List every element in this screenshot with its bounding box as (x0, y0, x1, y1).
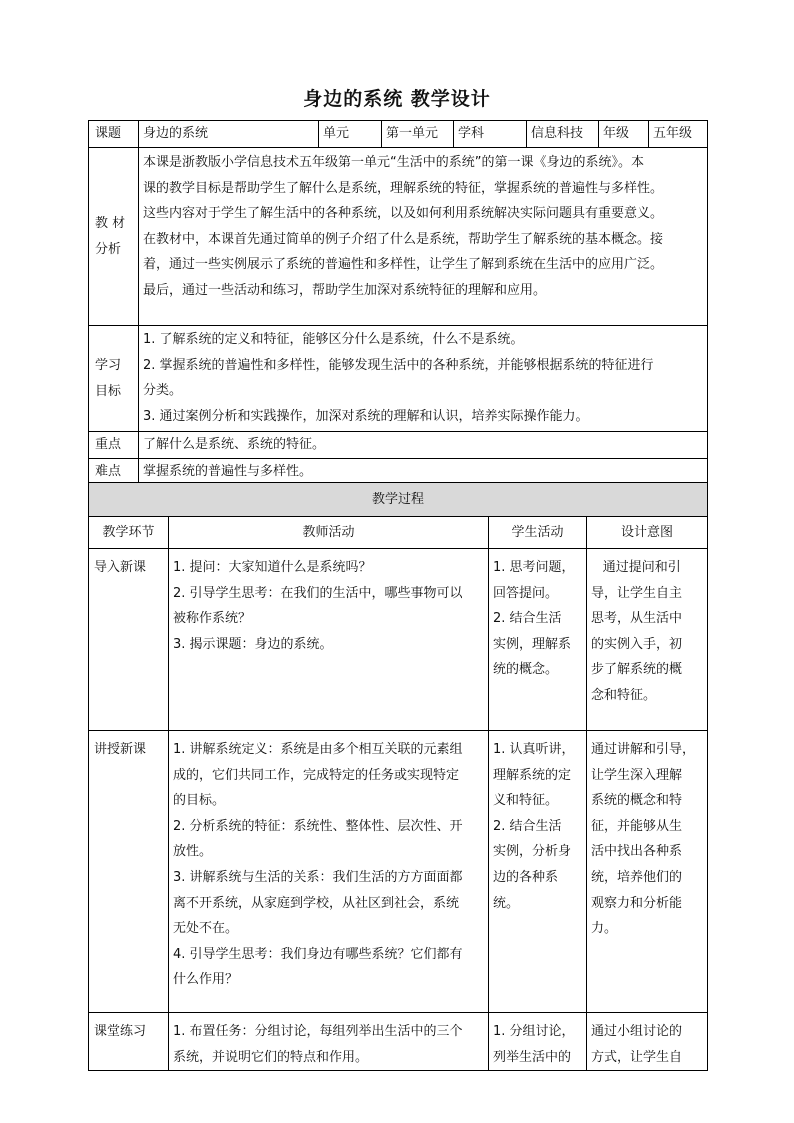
student-activity-cell: 1. 思考问题， 回答提问。 2. 结合生活 实例，理解系 统的概念。 (489, 549, 587, 731)
student-activity-cell: 1. 分组讨论， 列举生活中的 (489, 1013, 587, 1071)
subject-label: 学科 (454, 121, 527, 148)
table-row (89, 1013, 708, 1071)
objectives-content: 1. 了解系统的定义和特征，能够区分什么是系统，什么不是系统。 2. 掌握系统的普遍性和多样性，能够发现生活中的各种系统，并能够根据系统的特征进行 分类。 3. 通过案例分析和实践操作，加深对系统的理解和认识，培养实际操作能力。 (139, 326, 708, 432)
subject-value: 信息科技 (527, 121, 599, 148)
table-row (89, 731, 708, 1013)
stage-cell: 课堂练习 (89, 1013, 169, 1071)
analysis-content: 本课是浙教版小学信息技术五年级第一单元“生活中的系统”的第一课《身边的系统》。本 课的教学目标是帮助学生了解什么是系统，理解系统的特征，掌握系统的普遍性与多样性。 这些内容对于学生了解生活中的各种系统，以及如何利用系统解决实际问题具有重要意义。 在教材中，本课首先通过简单的例子介绍了什么是系统，帮助学生了解系统的基本概念。接 着，通过一些实例展示了系统的普遍性和多样性，让学生了解到系统在生活中的应用广泛。 最后，通过一些活动和练习，帮助学生加深对系统特征的理解和应用。 (139, 148, 708, 326)
objectives-label: 学习 目标 (89, 326, 139, 432)
teacher-activity-cell: 1. 讲解系统定义：系统是由多个相互关联的元素组 成的，它们共同工作，完成特定的任务或实现特定 的目标。 2. 分析系统的特征：系统性、整体性、层次性、开 放性。 3. 讲解系统与生活的关系：我们生活的方方面面都 离不开系统，从家庭到学校，从社区到社会，系统 无处不在。 4. 引导学生思考：我们身边有哪些系统？它们都有 什么作用？ (169, 731, 489, 1013)
student-activity-cell: 1. 认真听讲， 理解系统的定 义和特征。 2. 结合生活 实例，分析身 边的各种系统。 (489, 731, 587, 1013)
key-point-value: 了解什么是系统、系统的特征。 (139, 432, 708, 459)
design-intent-cell: 通过提问和引 导，让学生自主 思考，从生活中 的实例入手，初 步了解系统的概 念和特征。 (587, 549, 708, 731)
stage-cell: 讲授新课 (89, 731, 169, 1013)
lesson-info-table (88, 120, 708, 485)
stage-cell: 导入新课 (89, 549, 169, 731)
page-title: 身边的系统 教学设计 (303, 88, 491, 110)
table-row (89, 549, 708, 731)
topic-label: 课题 (89, 121, 139, 148)
process-band-title: 教学过程 (89, 483, 708, 517)
unit-value: 第一单元 (382, 121, 454, 148)
grade-label: 年级 (599, 121, 649, 148)
difficulty-value: 掌握系统的普遍性与多样性。 (139, 458, 708, 485)
teacher-activity-cell: 1. 布置任务：分组讨论，每组列举出生活中的三个 系统，并说明它们的特点和作用。 (169, 1013, 489, 1071)
analysis-label: 教 材 分析 (89, 148, 139, 326)
topic-value: 身边的系统 (139, 121, 319, 148)
difficulty-label: 难点 (89, 458, 139, 485)
teacher-activity-cell: 1. 提问：大家知道什么是系统吗？ 2. 引导学生思考：在我们的生活中，哪些事物可以 被称作系统？ 3. 揭示课题：身边的系统。 (169, 549, 489, 731)
design-intent-cell: 通过讲解和引导， 让学生深入理解 系统的概念和特 征，并能够从生 活中找出各种系 统，培养他们的 观察力和分析能 力。 (587, 731, 708, 1013)
design-intent-cell: 通过小组讨论的 方式，让学生自 (587, 1013, 708, 1071)
grade-value: 五年级 (649, 121, 708, 148)
key-point-label: 重点 (89, 432, 139, 459)
teaching-process-table (88, 482, 708, 1071)
header-teacher-activity: 教师活动 (169, 517, 489, 549)
unit-label: 单元 (319, 121, 382, 148)
header-design-intent: 设计意图 (587, 517, 708, 549)
header-stage: 教学环节 (89, 517, 169, 549)
header-student-activity: 学生活动 (489, 517, 587, 549)
